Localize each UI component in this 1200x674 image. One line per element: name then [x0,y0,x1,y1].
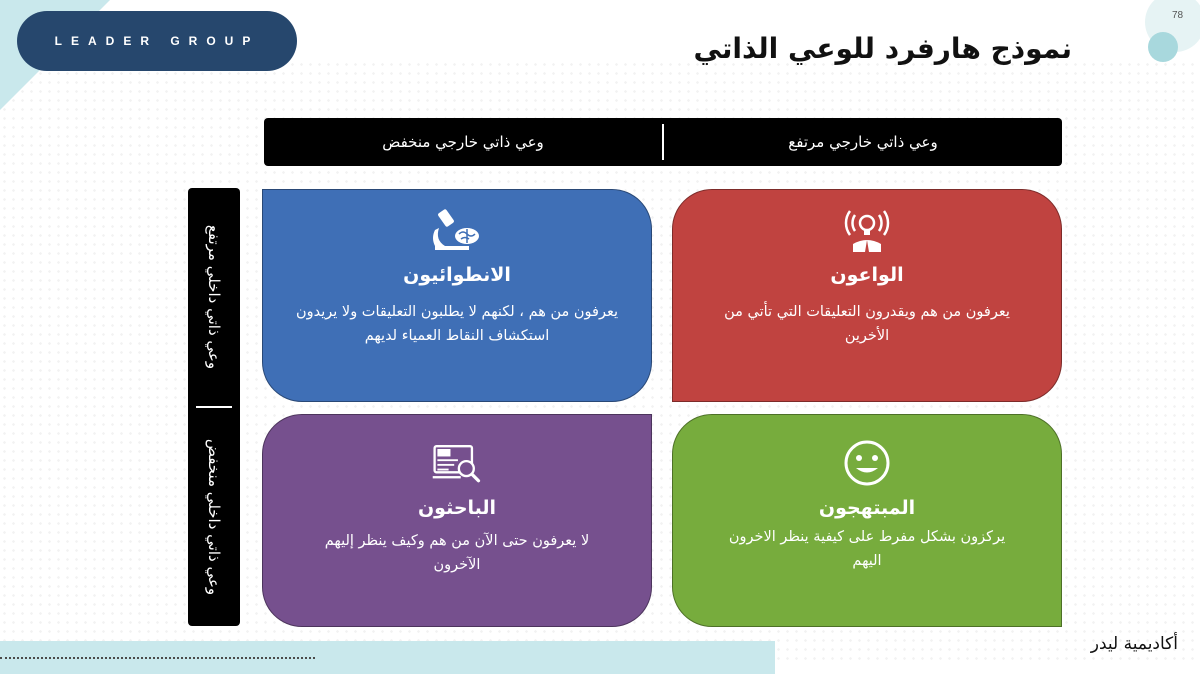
microscope-brain-icon [429,206,485,254]
row-header-high-wrap [188,188,240,406]
row-header-low-wrap [188,408,240,626]
quadrant-introspectors-text: يعرفون من هم ، لكنهم لا يطلبون التعليقات ولا يريدون استكشاف النقاط العمياء لديهم [295,304,619,344]
quadrant-seekers [262,414,652,627]
brand-logo-text: LEADER GROUP [54,34,260,48]
page-circle-small-decoration [1148,32,1178,62]
row-header-bar [188,188,240,626]
column-header-high: وعي ذاتي خارجي مرتفع [788,133,938,151]
row-header-high: وعي ذاتي داخلي مرتفع [205,224,224,370]
column-header-low: وعي ذاتي خارجي منخفض [382,133,544,151]
quadrant-pleasers-text: يركزون بشكل مفرط على كيفية ينظر الاخرون اليهم [728,529,1006,569]
page-title: نموذج هارفرد للوعي الذاتي [693,32,1072,65]
idea-speaker-icon [839,206,895,254]
smiley-icon [839,439,895,487]
brand-logo [17,11,297,71]
row-header-low: وعي ذاتي داخلي منخفض [205,438,224,596]
quadrant-introspectors-title: الانطوائيون [403,264,511,286]
column-header-bar [264,118,1062,166]
quadrant-aware-title: الواعون [830,264,904,286]
quadrant-pleasers-title: المبتهجون [818,497,916,519]
job-search-icon [429,439,485,487]
page-number: 78 [1172,10,1184,21]
quadrant-aware [672,189,1062,402]
footer-dotted-line [0,657,315,659]
quadrant-pleasers [672,414,1062,627]
column-header-divider [662,124,664,160]
quadrant-aware-text: يعرفون من هم ويقدرون التعليقات التي تأتي من الأخرين [724,304,1010,344]
quadrant-introspectors [262,189,652,402]
quadrant-seekers-text: لا يعرفون حتى الآن من هم وكيف ينظر إليهم الآخرون [324,533,590,573]
footer-brand: أكاديمية ليدر [1090,634,1178,654]
quadrant-seekers-title: الباحثون [417,497,497,519]
